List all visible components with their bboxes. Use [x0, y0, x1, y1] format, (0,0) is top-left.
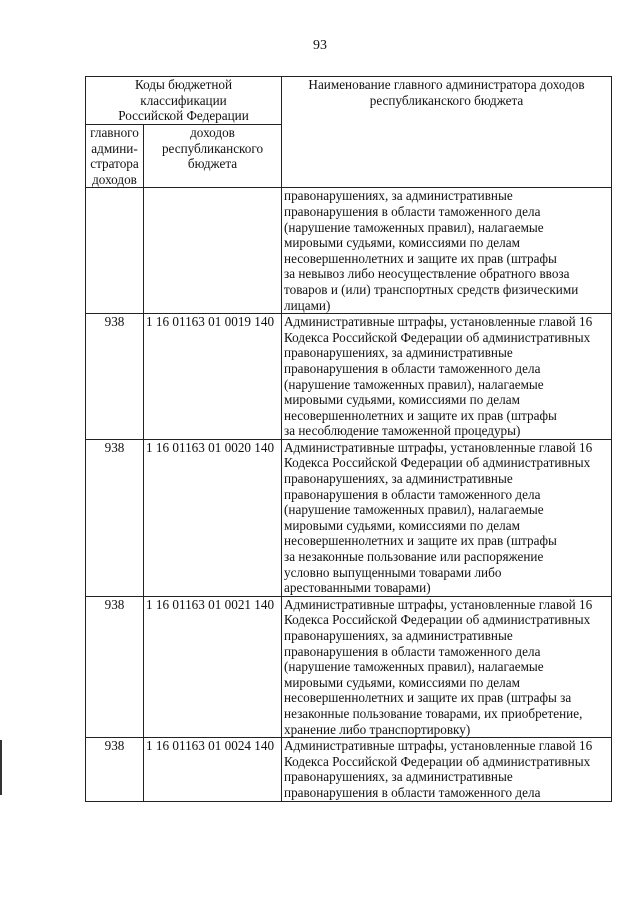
- description-cell: [282, 314, 612, 440]
- description-line: правонарушениях, за административные: [284, 188, 513, 204]
- description-line: товаров и (или) транспортных средств физическими: [284, 281, 579, 297]
- description-line: условно выпущенными товарами либо: [284, 564, 502, 580]
- description-line: (нарушение таможенных правил), налагаемые: [284, 219, 544, 235]
- income-code-cell: [144, 188, 282, 314]
- table-row: [86, 738, 612, 801]
- header-row: [86, 77, 612, 125]
- header-line: стратора: [90, 156, 139, 172]
- margin-mark: [0, 740, 2, 795]
- admin-code-cell: 938: [86, 738, 144, 801]
- header-line: админи-: [91, 140, 138, 156]
- income-code-cell: 1 16 01163 01 0019 140: [144, 314, 282, 440]
- description-cell: [282, 596, 612, 737]
- description-line: несовершеннолетних и защите их прав (штрафы за: [284, 690, 572, 706]
- description-cell: [282, 439, 612, 596]
- header-line: Коды бюджетной: [134, 77, 233, 92]
- income-code-cell: 1 16 01163 01 0024 140: [144, 738, 282, 801]
- header-line: республиканского бюджета: [369, 92, 524, 108]
- description-line: правонарушениях, за административные: [284, 769, 513, 785]
- admin-code-cell: [86, 188, 144, 314]
- description-line: мировыми судьями, комиссиями по делам: [284, 392, 520, 408]
- description-line: правонарушениях, за административные: [284, 345, 513, 361]
- description-line: мировыми судьями, комиссиями по делам: [284, 517, 520, 533]
- description-line: за невывоз либо неосуществление обратного ввоза: [284, 266, 570, 282]
- table-row: [86, 596, 612, 737]
- table-row: [86, 439, 612, 596]
- description-line: правонарушениях, за административные: [284, 471, 513, 487]
- description-line: Кодекса Российской Федерации об административных: [284, 612, 591, 628]
- table-row: [86, 314, 612, 440]
- admin-code-cell: 938: [86, 314, 144, 440]
- description-line: (нарушение таможенных правил), налагаемые: [284, 502, 544, 518]
- header-line: главного: [90, 125, 139, 140]
- description-line: Административные штрафы, установленные главой 16: [284, 596, 593, 612]
- description-line: незаконные пользование товарами, их приобретение,: [284, 705, 583, 721]
- header-line: Наименование главного администратора доходов: [308, 77, 585, 92]
- description-line: несовершеннолетних и защите их прав (штрафы: [284, 250, 557, 266]
- budget-codes-table: [85, 76, 612, 802]
- header-line: доходов: [190, 125, 235, 140]
- description-line: правонарушения в области таможенного дела: [284, 643, 541, 659]
- description-line: мировыми судьями, комиссиями по делам: [284, 235, 520, 251]
- description-line: несовершеннолетних и защите их прав (штрафы: [284, 533, 557, 549]
- page-number: 93: [313, 38, 327, 53]
- admin-code-cell: 938: [86, 596, 144, 737]
- description-line: правонарушения в области таможенного дела: [284, 360, 541, 376]
- header-line: доходов: [92, 171, 137, 187]
- description-line: несовершеннолетних и защите их прав (штрафы: [284, 407, 557, 423]
- description-line: правонарушениях, за административные: [284, 628, 513, 643]
- description-line: правонарушения в области таможенного дела: [284, 486, 541, 502]
- description-cell: [282, 188, 612, 314]
- header-line: республиканского: [161, 140, 264, 156]
- codes-group-header: [86, 77, 282, 125]
- header-line: классификации: [140, 92, 227, 108]
- table-row: [86, 188, 612, 314]
- description-line: хранение либо транспортировку): [284, 721, 471, 737]
- description-line: за незаконные пользование или распоряжение: [284, 549, 544, 565]
- description-line: правонарушения в области таможенного дела: [284, 784, 541, 800]
- admin-code-cell: 938: [86, 439, 144, 596]
- description-line: Кодекса Российской Федерации об административных: [284, 753, 591, 769]
- description-line: правонарушения в области таможенного дела: [284, 203, 541, 219]
- header-line: Российской Федерации: [118, 108, 249, 124]
- description-line: лицами): [284, 297, 331, 313]
- description-line: Административные штрафы, установленные главой 16: [284, 738, 593, 754]
- description-line: за несоблюдение таможенной процедуры): [284, 423, 521, 439]
- income-code-cell: 1 16 01163 01 0021 140: [144, 596, 282, 737]
- description-line: Кодекса Российской Федерации об административных: [284, 329, 591, 345]
- header-line: бюджета: [187, 156, 238, 172]
- description-line: Административные штрафы, установленные главой 16: [284, 439, 593, 455]
- description-line: Кодекса Российской Федерации об административных: [284, 455, 591, 471]
- description-line: Административные штрафы, установленные главой 16: [284, 314, 593, 330]
- description-line: арестованными товарами): [284, 580, 431, 596]
- description-cell: [282, 738, 612, 801]
- admin-column-header: [86, 125, 144, 188]
- description-line: (нарушение таможенных правил), налагаемые: [284, 659, 544, 675]
- description-line: (нарушение таможенных правил), налагаемые: [284, 376, 544, 392]
- income-code-cell: 1 16 01163 01 0020 140: [144, 439, 282, 596]
- description-line: мировыми судьями, комиссиями по делам: [284, 674, 520, 690]
- income-column-header: [144, 125, 282, 188]
- name-column-header: [282, 77, 612, 188]
